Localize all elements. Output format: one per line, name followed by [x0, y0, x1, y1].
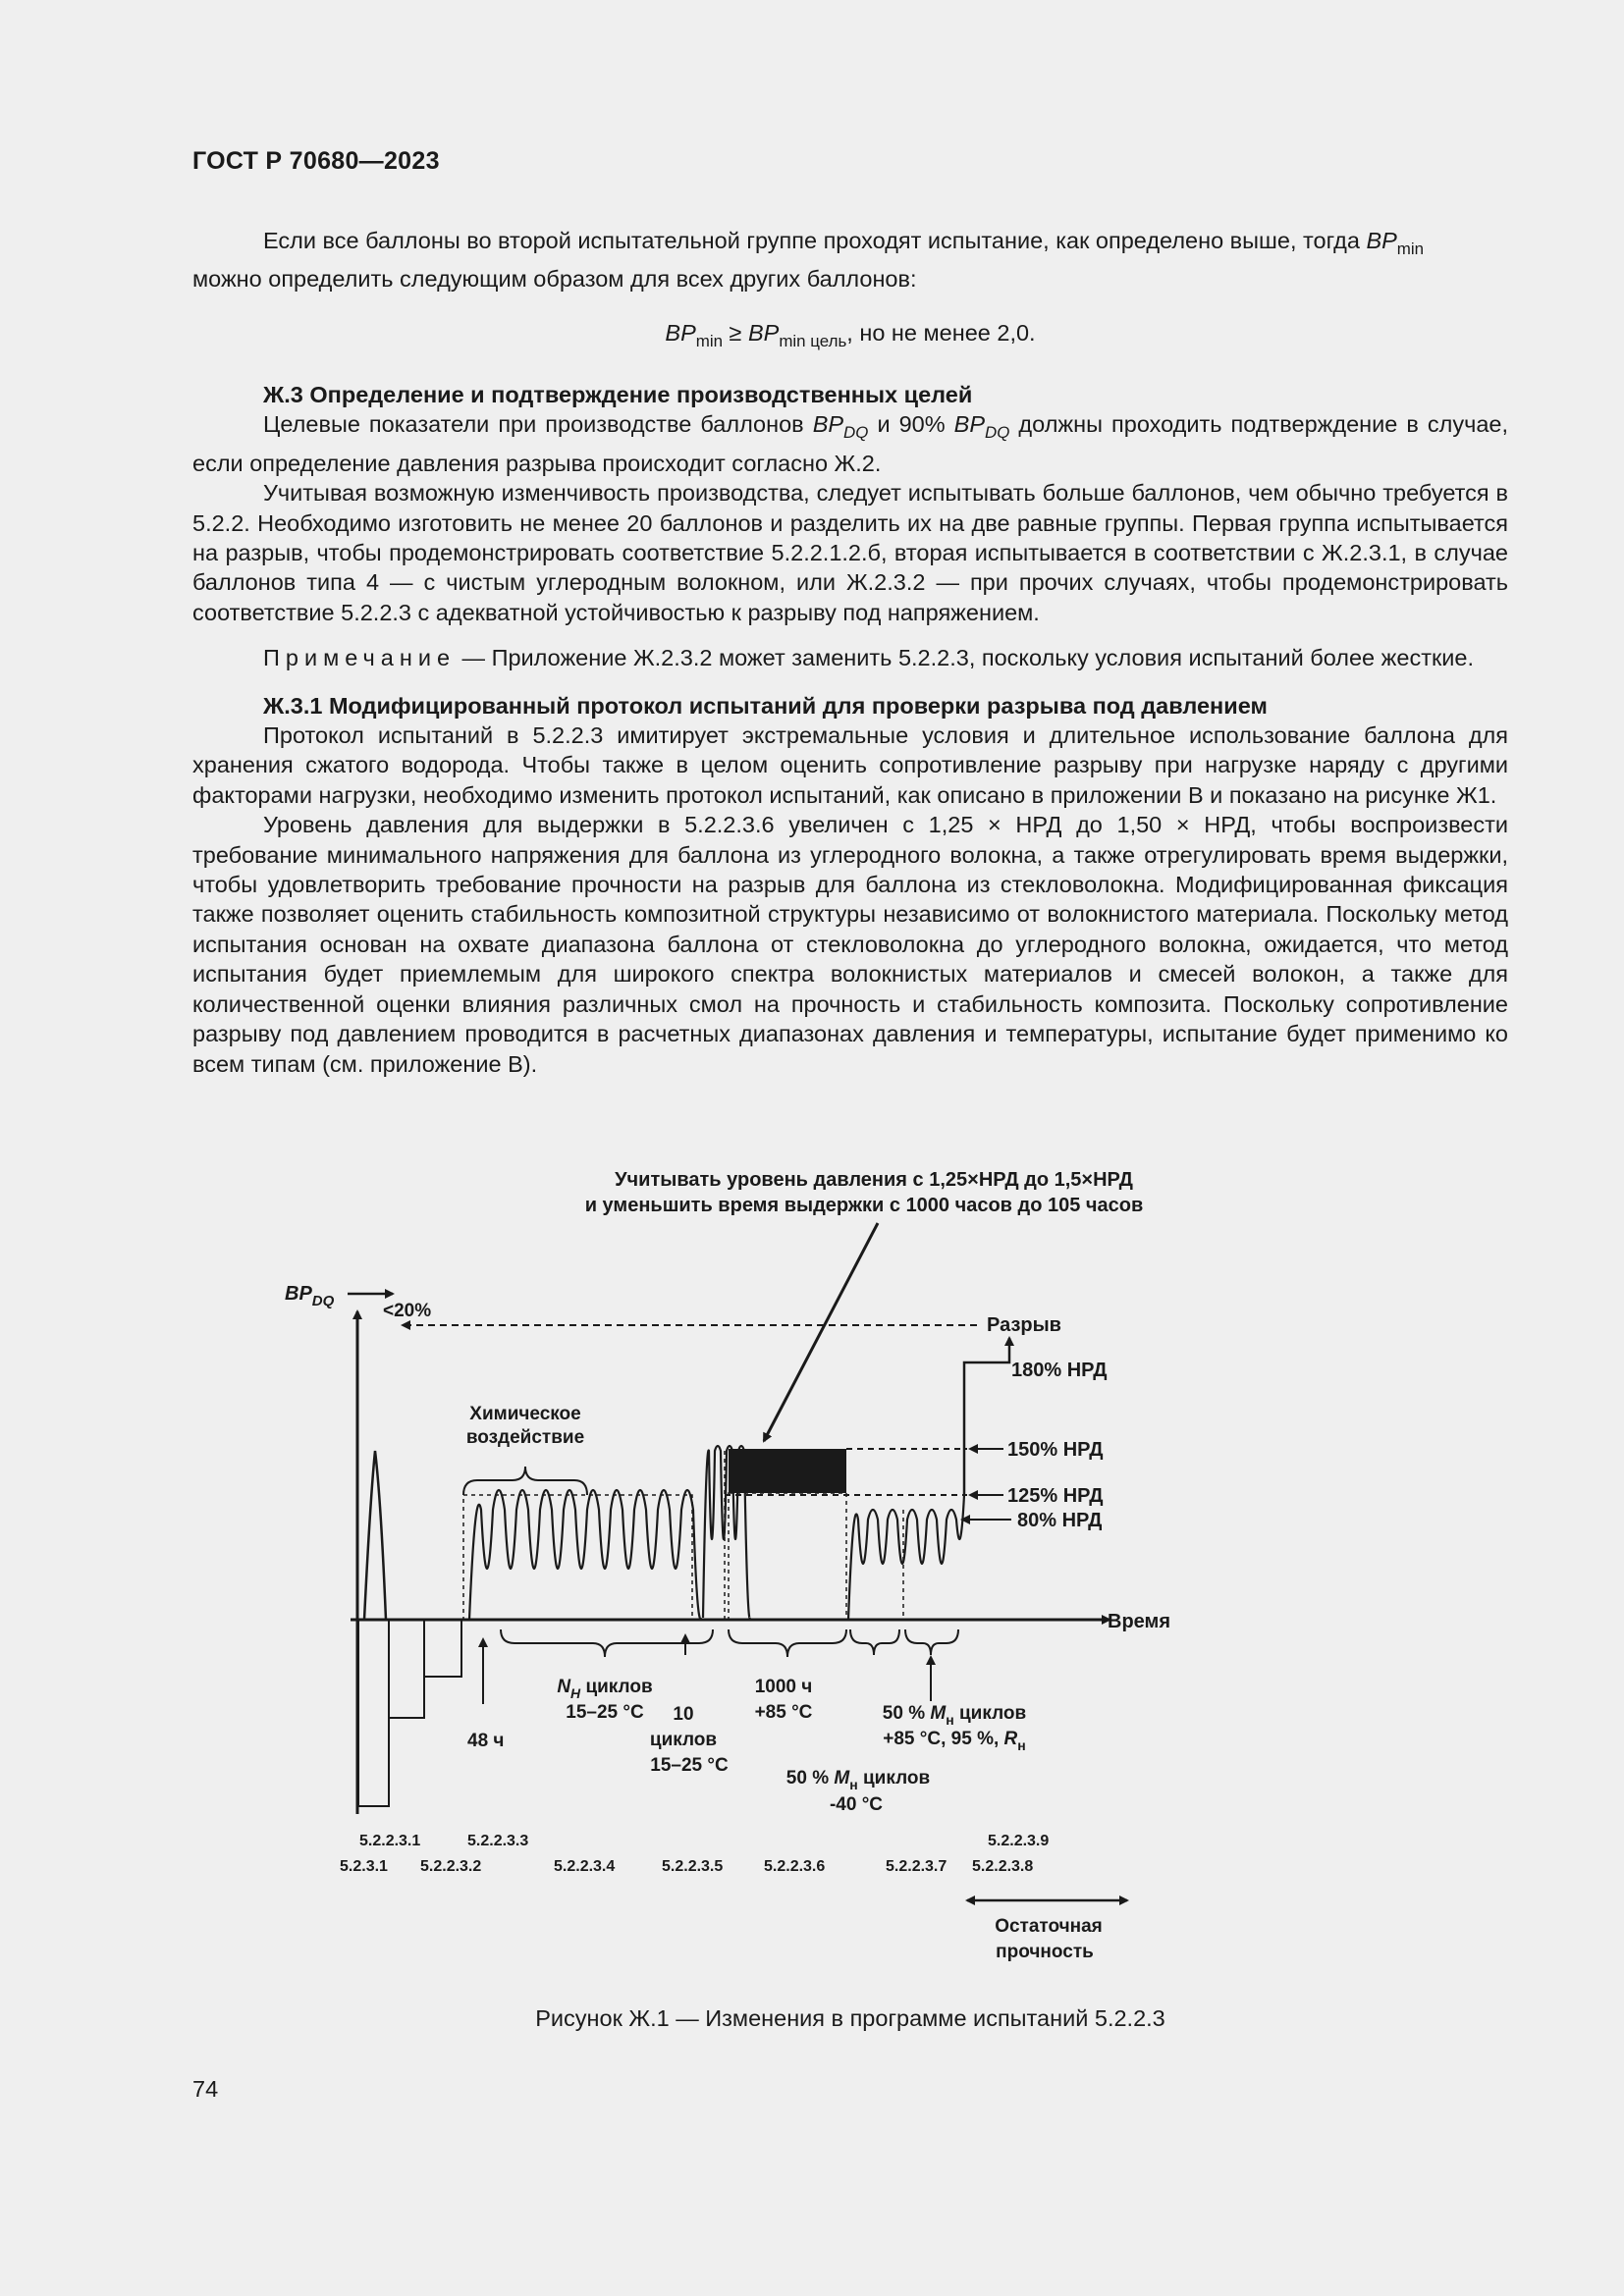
chem-label-2: воздействие [465, 1427, 585, 1448]
nrd150-label: 150% НРД [1007, 1439, 1104, 1461]
nrd80-label: 80% НРД [1017, 1510, 1103, 1531]
label-nh-cycles: $N_H$ циклов [557, 1677, 653, 1701]
figure-test-program [255, 1156, 1483, 1981]
ref-5-2-2-3-6: 5.2.2.3.6 [764, 1858, 826, 1875]
page-number: 74 [192, 2076, 219, 2102]
residual-label-1: Остаточная [995, 1916, 1103, 1937]
ref-5-2-2-3-1: 5.2.2.3.1 [359, 1833, 421, 1849]
chem-label-1: Химическое [469, 1404, 581, 1424]
section-heading-zh31: Ж.3.1 Модифицированный протокол испытаний для проверки разрыва под давлением [263, 692, 1268, 719]
formula: $BP_{min} \ge BP_{min цель}$, но не менее 2,0. [665, 319, 1036, 350]
nrd180-label: 180% НРД [1011, 1360, 1108, 1381]
initial-spike [364, 1451, 386, 1620]
time-axis-label: Время [1108, 1611, 1170, 1632]
document-header: ГОСТ Р 70680—2023 [192, 147, 440, 175]
y-axis-label: $BP_{DQ}$ [285, 1283, 335, 1309]
label-mh40: 50 % $M_н$ циклов [785, 1768, 931, 1792]
document-body [192, 226, 1508, 1079]
paragraph-protocol: Протокол испытаний в 5.2.2.3 имитирует экстремальные условия и длительное использование баллона для хранения сжатого водорода. Чтобы также в целом оценить сопротивление разрыву при нагрузке наряду с другими факторами нагрузки, необходимо изменить протокол испытаний, как описано в приложении В и показано на рисунке Ж1. [192, 722, 1508, 808]
step-bar-2 [389, 1620, 424, 1718]
callout-text-2: и уменьшить время выдержки с 1000 часов до 105 часов [584, 1195, 1144, 1216]
nh-cycles [469, 1490, 701, 1620]
nh-brace [501, 1629, 713, 1657]
callout-text-1: Учитывать уровень давления с 1,25×НРД до 1,5×НРД [615, 1169, 1133, 1191]
section-heading-zh3: Ж.3 Определение и подтверждение производственных целей [263, 382, 973, 408]
label-mh40-temp: -40 °C [829, 1794, 884, 1815]
figure-caption: Рисунок Ж.1 — Изменения в программе испытаний 5.2.2.3 [535, 2005, 1165, 2031]
paragraph-pressure-level: Уровень давления для выдержки в 5.2.2.3.6 увеличен с 1,25 × НРД до 1,50 × НРД, чтобы воспроизвести требование минимального напряжения для баллона из углеродного волокна, а также отрегулировать время выдержки, чтобы удовлетворить требование прочности на разрыв для баллона из стекловолокна. Модифицированная фиксация также позволяет оценить стабильность композитной структуры независимо от волокнистого материала. Поскольку метод испытания основан на охвате диапазона баллона от стекловолокна до углеродного волокна, ожидается, что метод испытания будет приемлемым для широкого спектра волокнистых материалов и смесей волокон, а также для количественной оценки влияния различных смол на прочность и стабильность композита. Поскольку сопротивление разрыву под давлением проводится в расчетных диапазонах давления и температуры, испытание будет применимо ко всем типам (см. приложение В). [192, 812, 1508, 1077]
label-mh85-cond: +85 °C, 95 %, $R_н$ [883, 1729, 1026, 1753]
mh-cycles [848, 1495, 964, 1620]
ref-5-2-2-3-3: 5.2.2.3.3 [467, 1833, 529, 1849]
lt20-label: <20% [383, 1301, 432, 1321]
ref-5-2-2-3-5: 5.2.2.3.5 [662, 1858, 724, 1875]
mh85-brace [905, 1629, 958, 1655]
ref-5-2-3-1: 5.2.3.1 [340, 1858, 388, 1875]
nrd125-label: 125% НРД [1007, 1485, 1104, 1507]
label-ten-3: 15–25 °C [650, 1755, 729, 1776]
hold-block [729, 1449, 846, 1493]
label-ten-2: циклов [649, 1730, 718, 1750]
ref-5-2-2-3-4: 5.2.2.3.4 [554, 1858, 616, 1875]
residual-curve [964, 1338, 1009, 1495]
burst-label: Разрыв [987, 1314, 1061, 1336]
label-1000h-temp: +85 °C [754, 1702, 813, 1723]
label-nh-temp: 15–25 °C [566, 1702, 644, 1723]
label-ten-1: 10 [673, 1704, 694, 1725]
paragraph-variability: Учитывая возможную изменчивость производства, следует испытывать больше баллонов, чем обычно требуется в 5.2.2. Необходимо изготовить не менее 20 баллонов и разделить их на две равные группы. Первая группа испытывается на разрыв, чтобы продемонстрировать соответствие 5.2.2.1.2.б, вторая испытывается в соответствии с Ж.2.3.1, в случае баллонов типа 4 — с чистым углеродным волокном, или Ж.2.3.2 — при прочих случаях, чтобы продемонстрировать соответствие 5.2.2.3 с адекватной устойчивостью к разрыву под напряжением. [192, 480, 1508, 625]
label-48h: 48 ч [467, 1731, 505, 1751]
step-bar-1 [358, 1620, 389, 1806]
paragraph-targets: Целевые показатели при производстве баллонов $BP_{DQ}$ и 90% $BP_{DQ}$ должны проходить подтверждение в случае, если определение давления разрыва происходит согласно Ж.2. [192, 411, 1509, 476]
step-bar-3 [424, 1620, 461, 1677]
residual-label-2: прочность [996, 1942, 1094, 1962]
note: Примечание — Приложение Ж.2.3.2 может заменить 5.2.2.3, поскольку условия испытаний более жесткие. [263, 645, 1474, 671]
mh40-brace [850, 1629, 899, 1655]
ref-5-2-2-3-8: 5.2.2.3.8 [972, 1858, 1034, 1875]
hold-brace [729, 1629, 846, 1657]
paragraph-intro: Если все баллоны во второй испытательной группе проходят испытание, как определено выше, тогда $BP_{min}$ можно определить следующим образом для всех других баллонов: [192, 228, 1425, 293]
ref-5-2-2-3-9: 5.2.2.3.9 [988, 1833, 1050, 1849]
callout-arrow [764, 1223, 878, 1441]
label-1000h: 1000 ч [754, 1677, 813, 1697]
ref-5-2-2-3-7: 5.2.2.3.7 [886, 1858, 947, 1875]
ref-5-2-2-3-2: 5.2.2.3.2 [420, 1858, 482, 1875]
label-mh85: 50 % $M_н$ циклов [882, 1703, 1027, 1728]
